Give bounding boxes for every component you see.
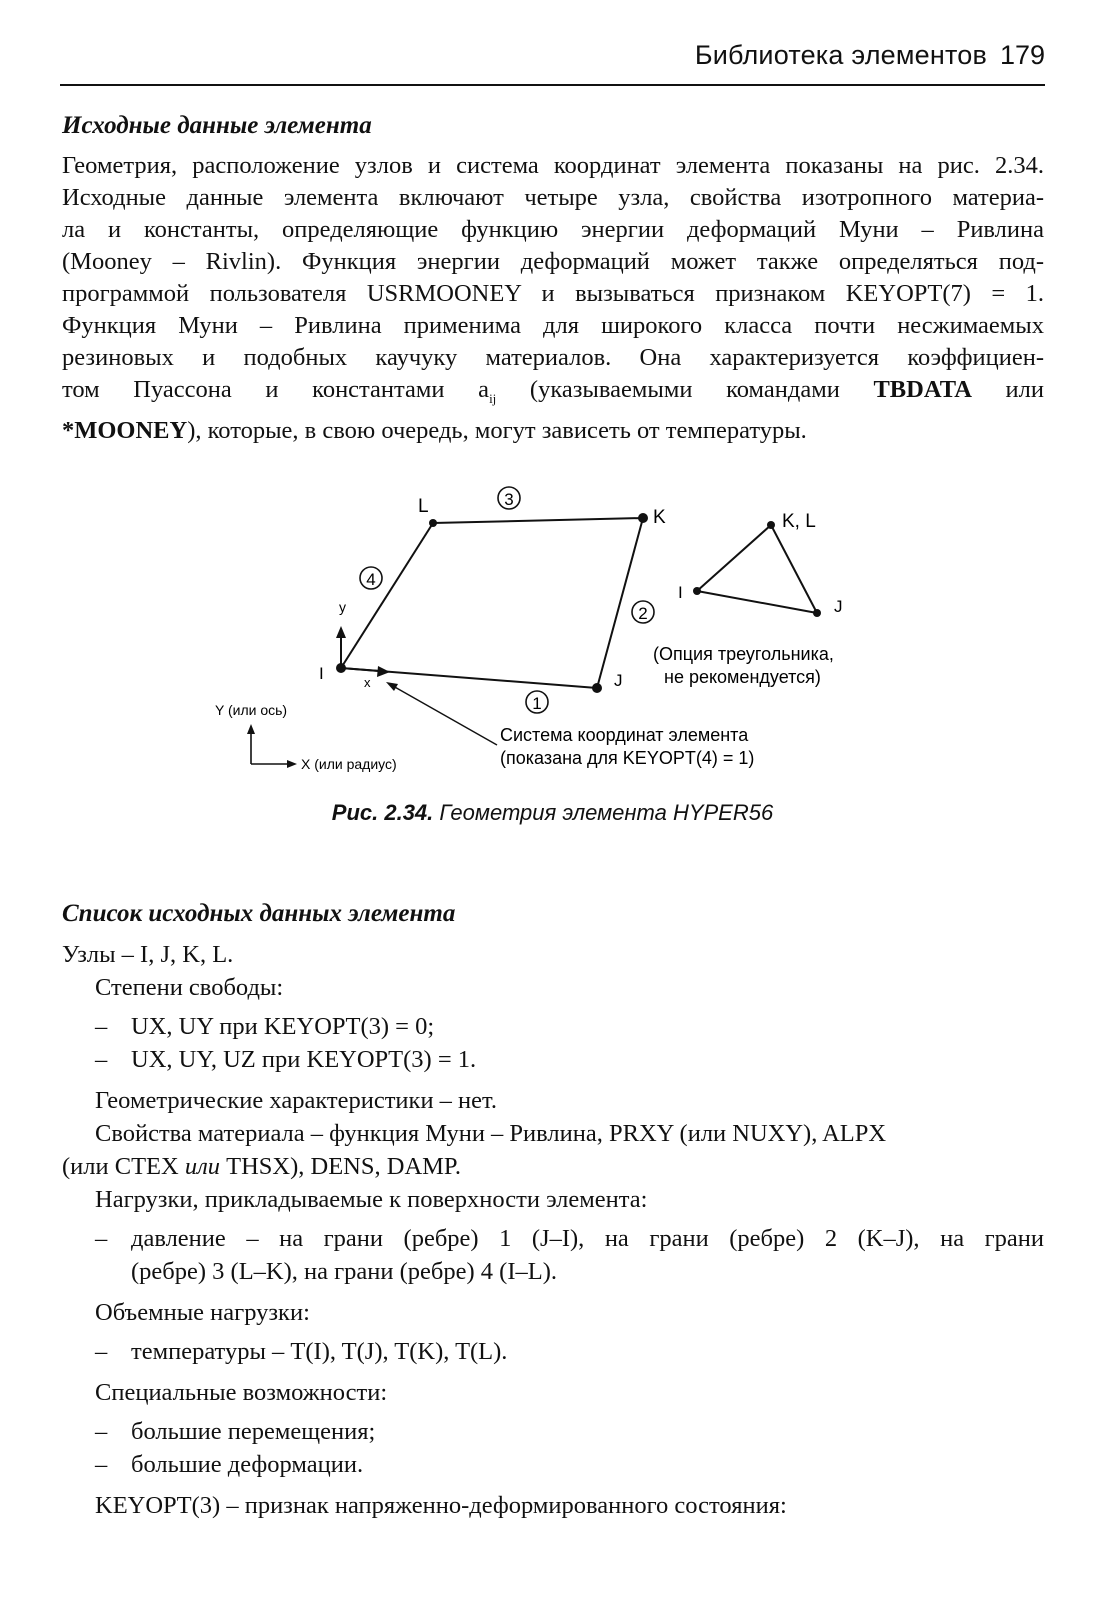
figure-caption [0, 800, 1105, 826]
header-title: Библиотека элементов [694, 40, 987, 70]
figure-caption-text: Геометрия элемента HYPER56 [433, 800, 774, 825]
coord-pointer-arrowhead [386, 682, 398, 691]
list-item: – UX, UY, UZ при KEYOPT(3) = 1. [95, 1046, 477, 1073]
material-line-1: Свойства материала – функция Муни – Ривлина, PRXY (или NUXY), ALPX [95, 1120, 887, 1147]
para-line: (Mooney – Rivlin). Функция энергии деформаций может также определяться под- [62, 248, 1044, 275]
face-1-label: 1 [532, 694, 542, 713]
element-geometry-figure [0, 470, 1105, 850]
local-y-label: y [339, 599, 346, 615]
para-line: том Пуассона и константами $a_{ij}$ (указываемыми командами TBDATA или [62, 376, 1045, 406]
keyopt3-line: KEYOPT(3) – признак напряженно-деформированного состояния: [95, 1492, 787, 1519]
list-item: – UX, UY при KEYOPT(3) = 0; [95, 1013, 435, 1040]
list-item: – температуры – T(I), T(J), T(K), T(L). [95, 1338, 508, 1365]
tri-node-KL-label: K, L [782, 511, 816, 532]
para-line: Исходные данные элемента включают четыре узла, свойства изотропного материа- [62, 184, 1044, 211]
special-features-title: Специальные возможности: [95, 1379, 388, 1406]
node-L-label: L [418, 496, 429, 517]
para-line: ла и константы, определяющие функцию энергии деформаций Муни – Ривлина [62, 216, 1044, 243]
list-item: – большие деформации. [95, 1451, 364, 1478]
tri-note-line-2: не рекомендуется) [664, 667, 821, 687]
tri-node-I-dot [693, 587, 701, 595]
tri-edge-JI [697, 591, 817, 613]
node-K-label: K [653, 507, 666, 528]
list-item: – большие перемещения; [95, 1418, 376, 1445]
running-header [60, 40, 1045, 86]
global-x-label: X (или радиус) [301, 756, 397, 772]
coord-note-line-2: (показана для KEYOPT(4) = 1) [500, 748, 755, 768]
edge-4 [341, 523, 433, 668]
face-4-label: 4 [366, 570, 376, 589]
para-line: Функция Муни – Ривлина применима для широкого класса почти несжимаемых [62, 312, 1044, 339]
node-J-label: J [614, 671, 623, 690]
local-x-arrowhead [377, 666, 390, 677]
para-line: программой пользователя USRMOONEY и вызываться признаком KEYOPT(7) = 1. [62, 280, 1044, 307]
nodes-line: Узлы – I, J, K, L. [62, 941, 234, 968]
tri-node-I-label: I [678, 583, 683, 602]
node-I-label: I [319, 664, 324, 683]
section-heading-input-data: Исходные данные элемента [62, 112, 372, 139]
global-y-label: Y (или ось) [215, 702, 288, 718]
tri-node-J-dot [813, 609, 821, 617]
dof-title: Степени свободы: [95, 974, 284, 1001]
geometry-line: Геометрические характеристики – нет. [95, 1087, 498, 1114]
global-y-arrowhead [247, 724, 255, 734]
material-line-2: (или CTEX или THSX), DENS, DAMP. [62, 1153, 461, 1180]
face-2-label: 2 [638, 604, 648, 623]
intro-paragraph [62, 150, 1044, 447]
tri-edge-IK [697, 525, 771, 591]
surface-loads-title: Нагрузки, прикладываемые к поверхности элемента: [95, 1186, 648, 1213]
node-L-dot [429, 519, 437, 527]
coord-note-line-1: Система координат элемента [500, 725, 749, 745]
figure-caption-number: Рис. 2.34. [331, 800, 434, 825]
edge-3 [433, 518, 643, 523]
node-J-dot [592, 683, 602, 693]
tri-note-line-1: (Опция треугольника, [653, 644, 834, 664]
local-x-axis [341, 668, 380, 671]
para-line: *MOONEY), которые, в свою очередь, могут зависеть от температуры. [62, 416, 807, 444]
local-x-label: x [364, 675, 371, 690]
coord-pointer-line [393, 686, 497, 745]
face-3-label: 3 [504, 490, 514, 509]
tri-node-J-label: J [834, 597, 843, 616]
tri-edge-KJ [771, 525, 817, 613]
para-line: Геометрия, расположение узлов и система координат элемента показаны на рис. 2.34. [62, 152, 1044, 179]
local-y-arrowhead [336, 626, 346, 638]
global-x-arrowhead [287, 760, 297, 768]
node-K-dot [638, 513, 648, 523]
input-data-list [62, 938, 1044, 1522]
page-number: 179 [999, 40, 1045, 70]
body-loads-title: Объемные нагрузки: [95, 1299, 310, 1326]
para-line: резиновых и подобных каучуку материалов. Она характеризуется коэффициен- [62, 344, 1044, 371]
section-heading-input-list: Список исходных данных элемента [62, 900, 456, 927]
tri-node-KL-dot [767, 521, 775, 529]
list-item: – давление – на грани (ребре) 1 (J–I), на грани (ребре) 2 (K–J), на грани (ребре) 3 (L–K), на грани (ребре) 4 (I–L). [95, 1225, 1044, 1285]
